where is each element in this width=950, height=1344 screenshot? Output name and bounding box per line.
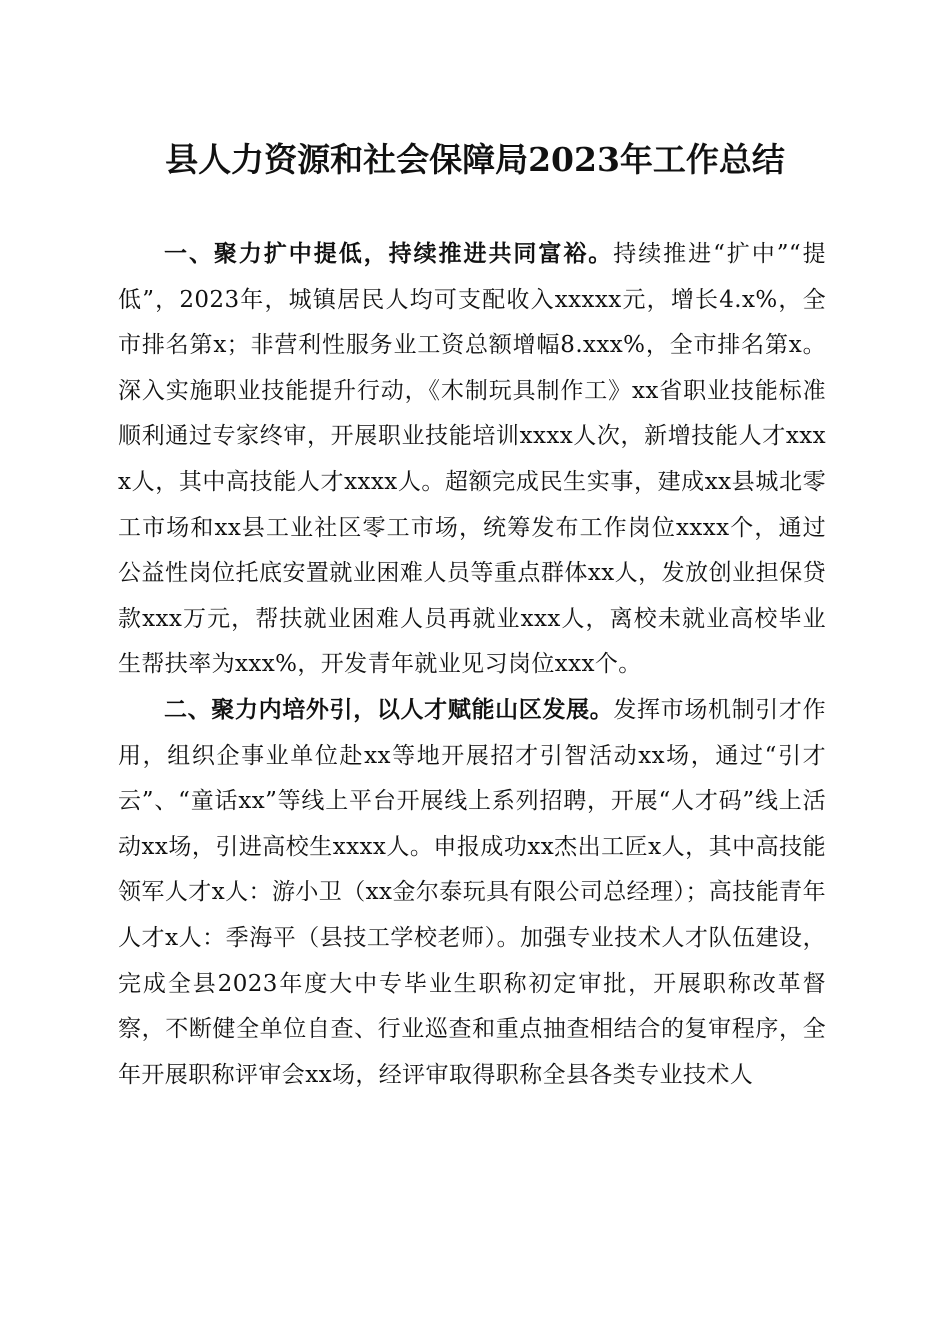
section-paragraph-1 (118, 232, 826, 688)
section-heading-1: 一、聚力扩中提低，持续推进共同富裕。 (164, 241, 614, 267)
document-title: 县人力资源和社会保障局2023年工作总结 (165, 140, 785, 179)
document-body (118, 232, 826, 1098)
section-text-2: 发挥市场机制引才作用，组织企事业单位赴xx等地开展招才引智活动xx场，通过“引才云”、“童话xx”等线上平台开展线上系列招聘，开展“人才码”线上活动xx场，引进高校生xxxx人。申报成功xx杰出工匠x人，其中高技能领军人才x人：游小卫（xx金尔泰玩具有限公司总经理）；高技能青年人才x人：季海平（县技工学校老师）。加强专业技术人才队伍建设，完成全县2023年度大中专毕业生职称初定审批，开展职称改革督察，不断健全单位自查、行业巡查和重点抽查相结合的复审程序，全年开展职称评审会xx场，经评审取得职称全县各类专业技术人 (118, 696, 826, 1088)
section-paragraph-2 (118, 688, 826, 1098)
section-heading-2: 二、聚力内培外引，以人才赋能山区发展。 (164, 696, 614, 723)
section-text-1: 持续推进“扩中”“提低”，2023年，城镇居民人均可支配收入xxxxx元，增长4.x%，全市排名第x；非营利性服务业工资总额增幅8.xxx%，全市排名第x。深入实施职业技能提升行动，《木制玩具制作工》xx省职业技能标准顺利通过专家终审，开展职业技能培训xxxx人次，新增技能人才xxxx人，其中高技能人才xxxx人。超额完成民生实事，建成xx县城北零工市场和xx县工业社区零工市场，统筹发布工作岗位xxxx个，通过公益性岗位托底安置就业困难人员等重点群体xx人，发放创业担保贷款xxx万元，帮扶就业困难人员再就业xxx人，离校未就业高校毕业生帮扶率为xxx%，开发青年就业见习岗位xxx个。 (118, 241, 826, 678)
